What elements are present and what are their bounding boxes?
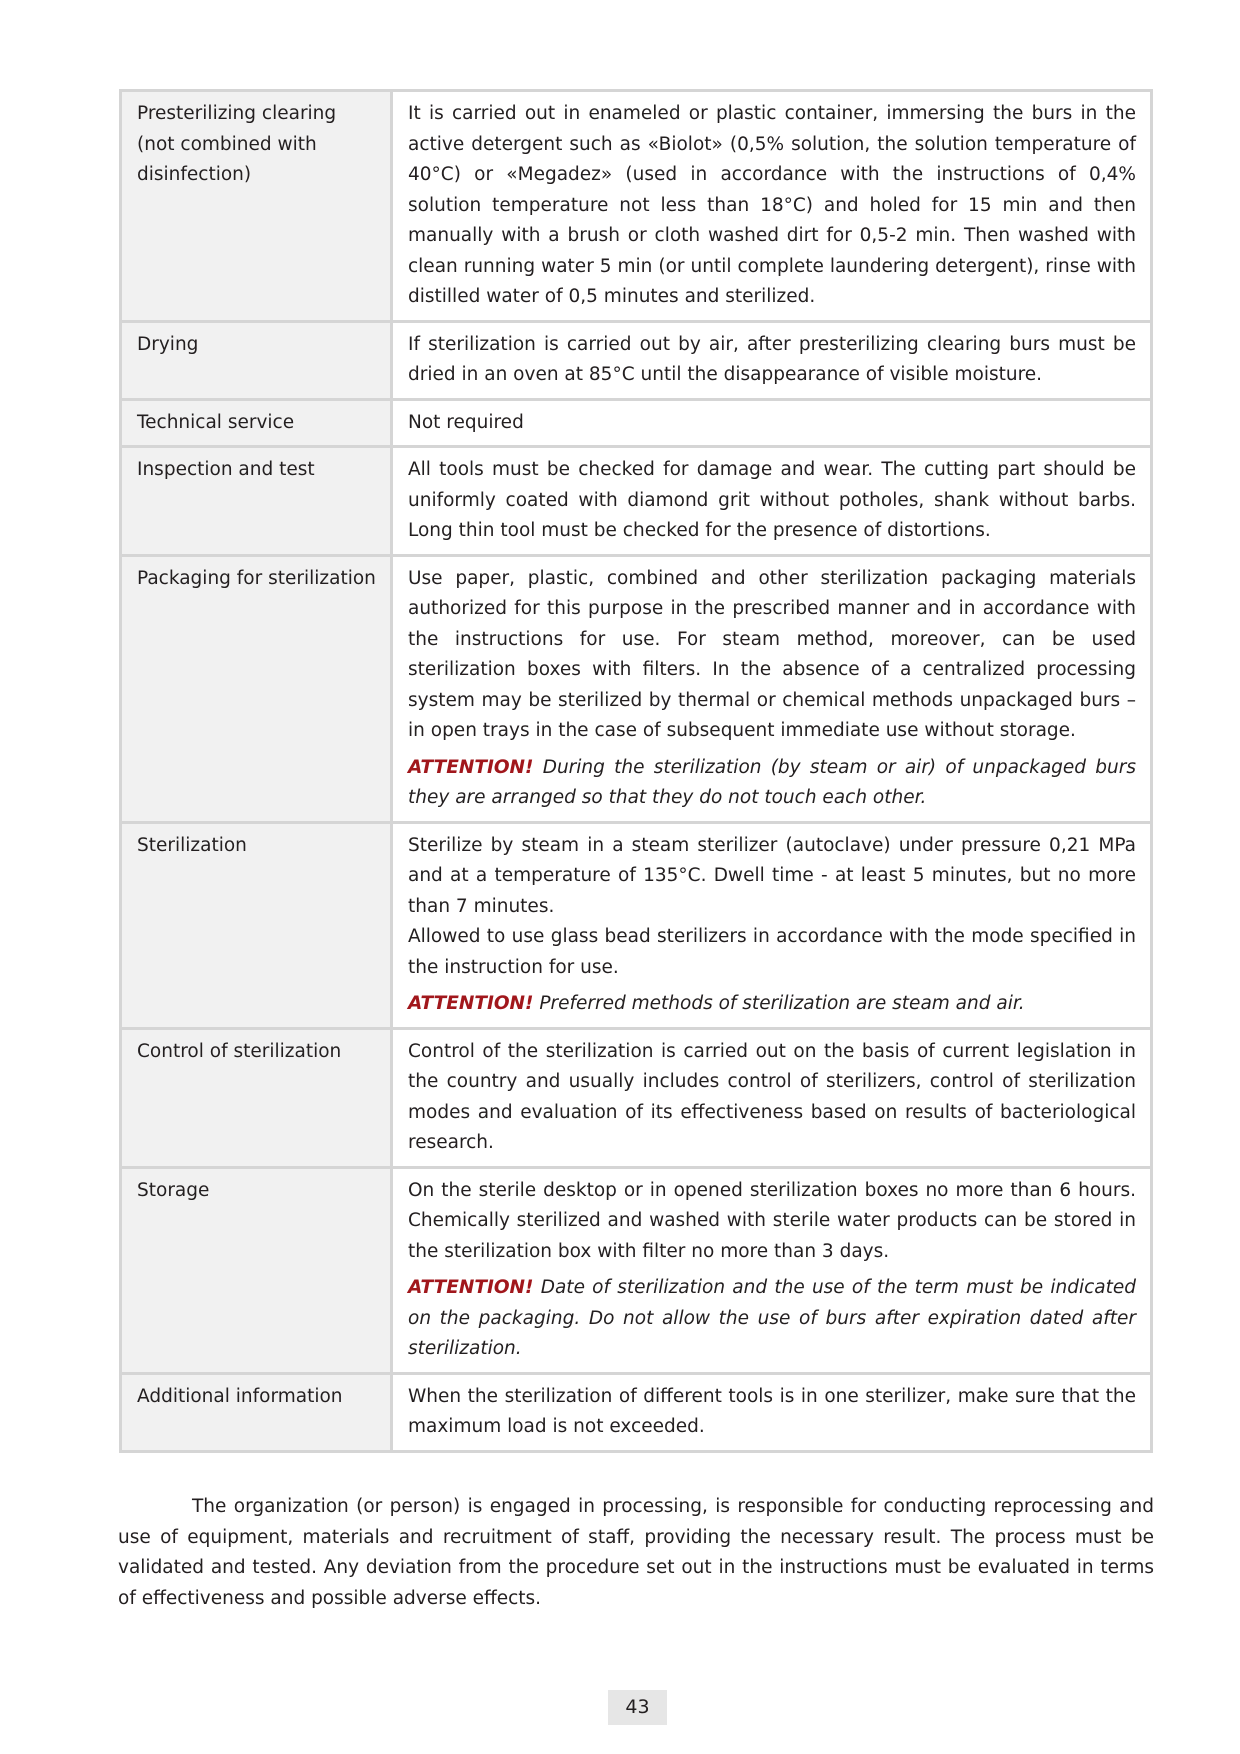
row-label: Packaging for sterilization xyxy=(122,557,393,824)
description-paragraph: When the sterilization of different tools is in one sterilizer, make sure that the maximum load is not exceeded. xyxy=(408,1385,1136,1437)
row-label: Inspection and test xyxy=(122,448,393,557)
description-paragraph: If sterilization is carried out by air, after presterilizing clearing burs must be dried in an oven at 85°C until the disappearance of visible moisture. xyxy=(408,333,1136,385)
table-row xyxy=(122,1030,1150,1169)
table-row xyxy=(122,557,1150,824)
attention-label: ATTENTION! xyxy=(408,756,534,778)
row-label: Control of sterilization xyxy=(122,1030,393,1169)
attention-text: Date of sterilization and the use of the term must be indicated on the packaging. Do not allow the use of burs after expiration dated after sterilization. xyxy=(408,1277,1136,1359)
row-description xyxy=(393,401,1150,449)
row-description xyxy=(393,824,1150,1030)
description-paragraph: All tools must be checked for damage and wear. The cutting part should be uniformly coated with diamond grit without potholes, shank without barbs. Long thin tool must be checked for the presence of distortions. xyxy=(408,459,1136,541)
description-paragraph: Control of the sterilization is carried out on the basis of current legislation in the country and usually includes control of sterilizers, control of sterilization modes and evaluation of its effectiveness based on results of bacteriological research. xyxy=(408,1040,1136,1153)
row-description xyxy=(393,1375,1150,1450)
row-description xyxy=(393,448,1150,557)
description-paragraph: On the sterile desktop or in opened sterilization boxes no more than 6 hours. Chemically sterilized and washed with sterile water products can be stored in the sterilization box with filter no more than 3 days. xyxy=(408,1179,1136,1262)
attention-text: During the sterilization (by steam or air) of unpackaged burs they are arranged so that they do not touch each other. xyxy=(408,756,1136,808)
row-description xyxy=(393,1030,1150,1169)
table-row xyxy=(122,824,1150,1030)
table-row xyxy=(122,92,1150,323)
description-paragraph: Sterilize by steam in a steam sterilizer (autoclave) under pressure 0,21 MPa and at a temperature of 135°C. Dwell time - at least 5 minutes, but no more than 7 minutes. xyxy=(408,834,1136,917)
attention-note xyxy=(408,753,1136,814)
description-paragraph: Allowed to use glass bead sterilizers in accordance with the mode specified in the instruction for use. xyxy=(408,926,1136,978)
row-description xyxy=(393,323,1150,401)
table-row xyxy=(122,1169,1150,1375)
attention-text: Preferred methods of sterilization are steam and air. xyxy=(533,993,1025,1014)
table-row xyxy=(122,323,1150,401)
row-label: Sterilization xyxy=(122,824,393,1030)
attention-note xyxy=(408,1273,1136,1365)
row-label: Storage xyxy=(122,1169,393,1375)
attention-label: ATTENTION! xyxy=(408,1277,534,1298)
table-row xyxy=(122,448,1150,557)
row-label: Additional information xyxy=(122,1375,393,1450)
description-paragraph: It is carried out in enameled or plastic container, immersing the burs in the active detergent such as «Biolot» (0,5% solution, the solution temperature of 40°C) or «Megadez» (used in accordance with the instructions of 0,4% solution temperature not less than 18°C) and holed for 15 min and then manually with a brush or cloth washed dirt for 0,5-2 min. Then washed with clean running water 5 min (or until complete laundering detergent), rinse with distilled water of 0,5 minutes and sterilized. xyxy=(408,103,1136,307)
processing-table-body xyxy=(122,92,1150,1450)
row-description xyxy=(393,1169,1150,1375)
row-label: Drying xyxy=(122,323,393,401)
description-paragraph: Use paper, plastic, combined and other sterilization packaging materials authorized for this purpose in the prescribed manner and in accordance with the instructions for use. For steam method, moreover, can be used sterilization boxes with filters. In the absence of a centralized processing system may be sterilized by thermal or chemical methods unpackaged burs – in open trays in the case of subsequent immediate use without storage. xyxy=(408,567,1136,741)
processing-table xyxy=(119,89,1153,1453)
attention-label: ATTENTION! xyxy=(408,993,534,1014)
row-label: Presterilizing clearing (not combined with disinfection) xyxy=(122,92,393,323)
page-number: 43 xyxy=(608,1690,667,1725)
row-description xyxy=(393,92,1150,323)
responsibility-paragraph: The organization (or person) is engaged in processing, is responsible for conducting reprocessing and use of equipment, materials and recruitment of staff, providing the necessary result. The process must be validated and tested. Any deviation from the procedure set out in the instructions must be evaluated in terms of effectiveness and possible adverse effects. xyxy=(118,1496,1154,1609)
attention-note xyxy=(408,989,1136,1020)
description-paragraph: Not required xyxy=(408,411,524,433)
row-label: Technical service xyxy=(122,401,393,449)
table-row xyxy=(122,401,1150,449)
row-description xyxy=(393,557,1150,824)
table-row xyxy=(122,1375,1150,1450)
